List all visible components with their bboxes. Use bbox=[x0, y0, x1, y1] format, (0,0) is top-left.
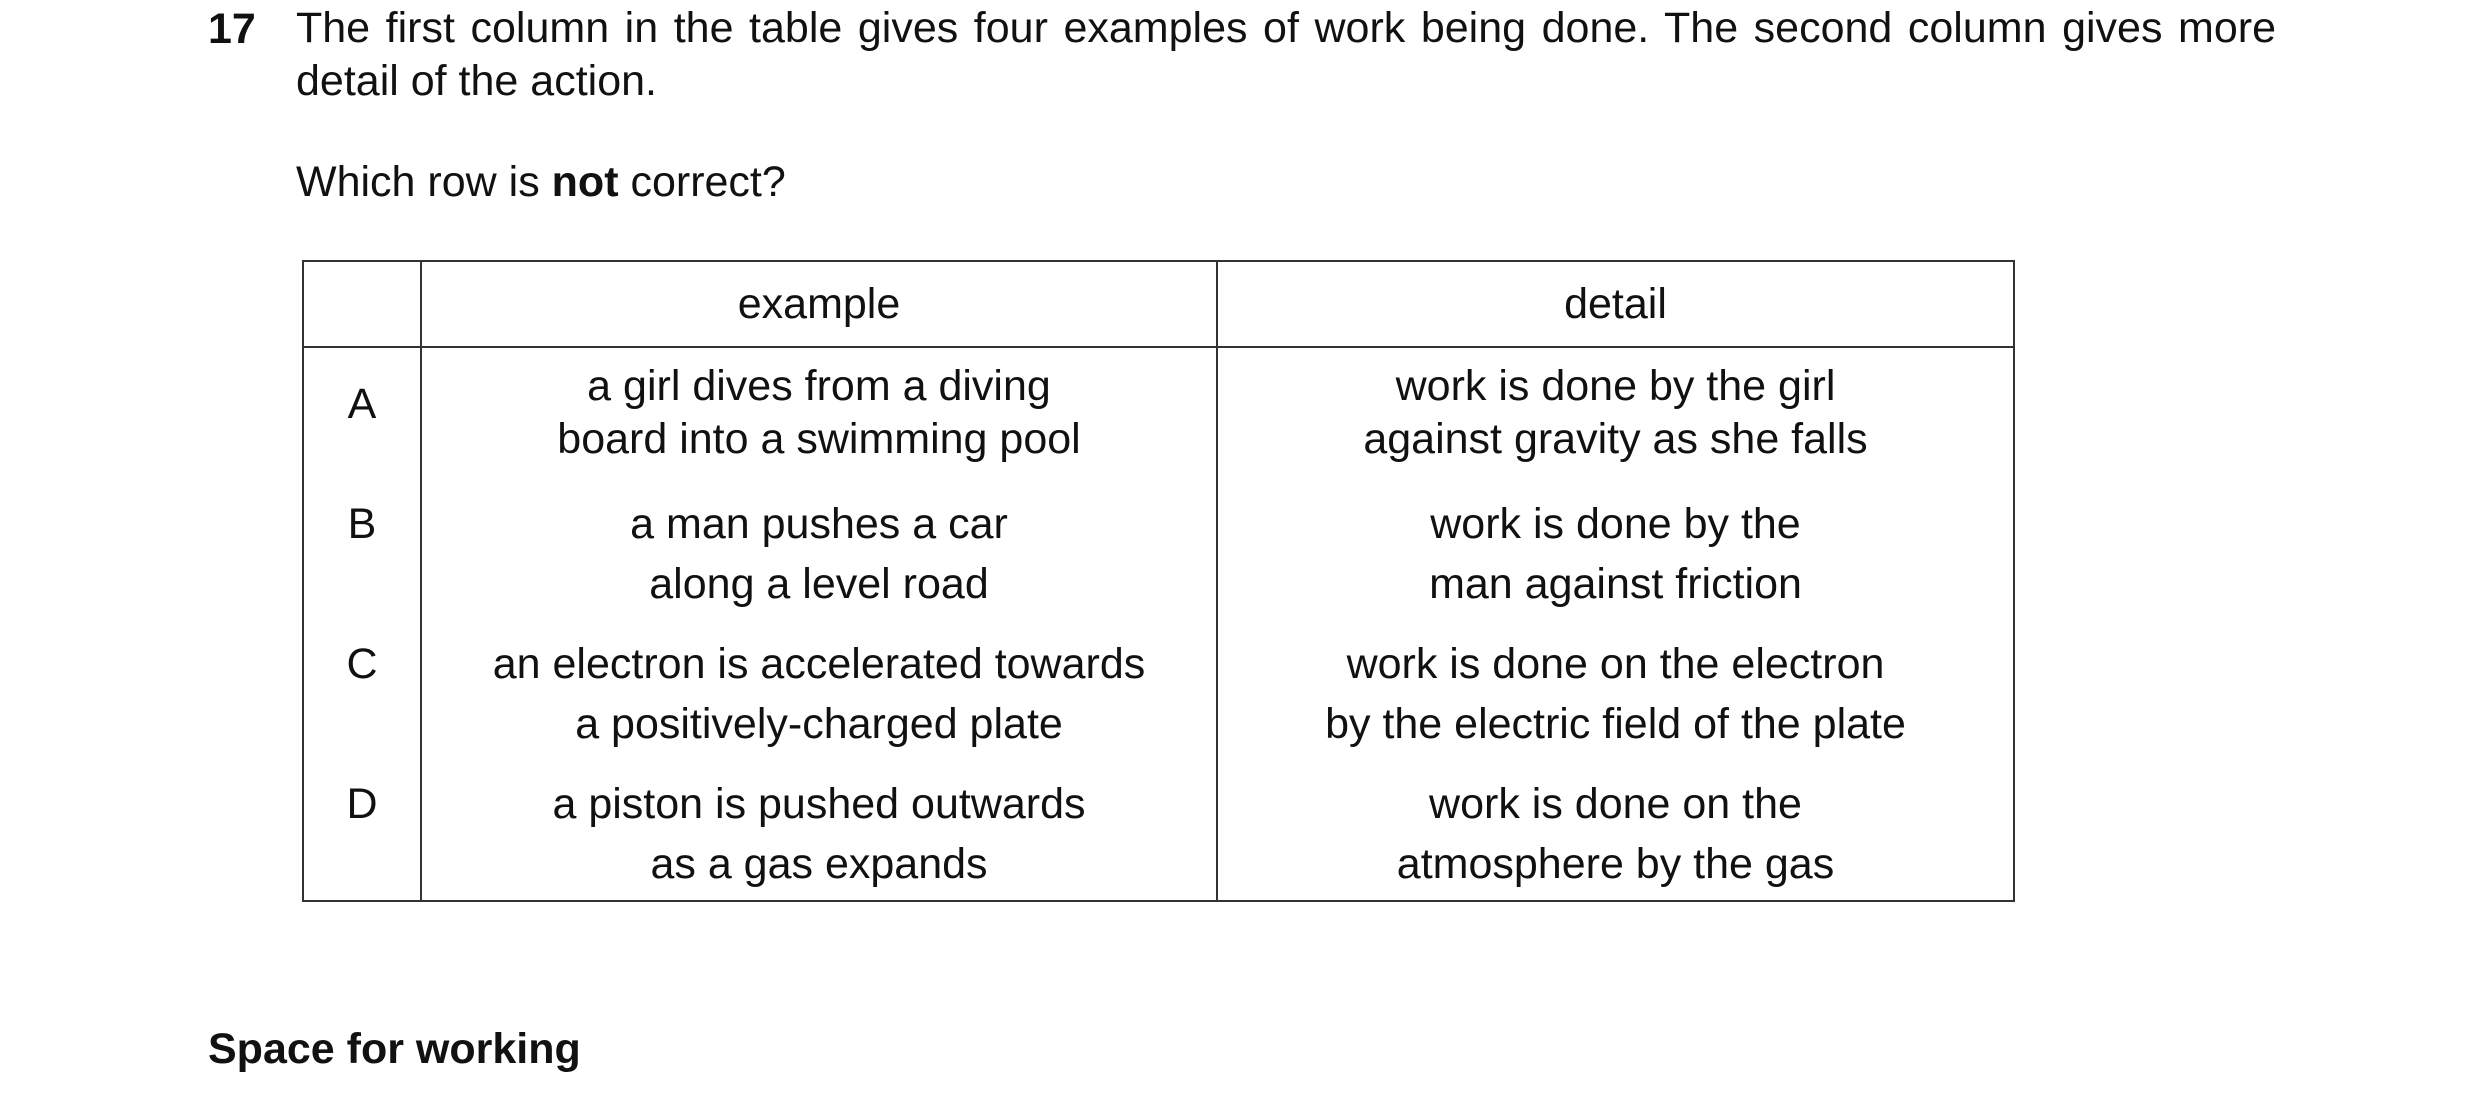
detail-line: work is done on the bbox=[1429, 780, 1802, 828]
table-row bbox=[303, 494, 2014, 634]
question-number: 17 bbox=[208, 5, 256, 53]
detail-cell bbox=[1217, 494, 2014, 634]
example-cell bbox=[421, 347, 1217, 494]
example-line: a piston is pushed outwards bbox=[552, 780, 1086, 828]
prompt-text-before: Which row is bbox=[296, 158, 552, 206]
example-line: board into a swimming pool bbox=[557, 415, 1081, 463]
detail-line: atmosphere by the gas bbox=[1396, 840, 1835, 888]
detail-line: work is done by the girl bbox=[1395, 362, 1836, 410]
row-letter: B bbox=[303, 494, 421, 634]
header-example: example bbox=[421, 261, 1217, 347]
table-row bbox=[303, 634, 2014, 774]
detail-line: work is done by the bbox=[1430, 500, 1801, 548]
example-line: an electron is accelerated towards bbox=[492, 640, 1146, 688]
prompt-text-after: correct? bbox=[618, 158, 786, 206]
example-line: a man pushes a car bbox=[630, 500, 1008, 548]
detail-line: by the electric field of the plate bbox=[1325, 700, 1906, 748]
header-detail: detail bbox=[1217, 261, 2014, 347]
example-cell bbox=[421, 494, 1217, 634]
example-line: as a gas expands bbox=[650, 840, 988, 888]
example-line: a girl dives from a diving bbox=[587, 362, 1051, 410]
table-row bbox=[303, 774, 2014, 901]
row-letter: D bbox=[303, 774, 421, 901]
example-line: along a level road bbox=[649, 560, 989, 608]
working-space-label: Space for working bbox=[208, 1025, 581, 1073]
table-row bbox=[303, 347, 2014, 494]
detail-cell bbox=[1217, 774, 2014, 901]
example-cell bbox=[421, 774, 1217, 901]
example-cell bbox=[421, 634, 1217, 774]
detail-line: against gravity as she falls bbox=[1363, 415, 1868, 463]
row-letter: A bbox=[303, 347, 421, 494]
row-letter: C bbox=[303, 634, 421, 774]
detail-cell bbox=[1217, 634, 2014, 774]
options-table bbox=[302, 260, 2015, 902]
question-stem: The first column in the table gives four examples of work being done. The second column gives more detail of the action. bbox=[296, 4, 2276, 105]
detail-line: work is done on the electron bbox=[1346, 640, 1885, 688]
prompt-emphasis: not bbox=[551, 158, 619, 206]
detail-line: man against friction bbox=[1429, 560, 1802, 608]
question-prompt bbox=[296, 155, 786, 209]
header-blank bbox=[303, 261, 421, 347]
detail-cell bbox=[1217, 347, 2014, 494]
example-line: a positively-charged plate bbox=[575, 700, 1063, 748]
table-header-row bbox=[303, 261, 2014, 347]
